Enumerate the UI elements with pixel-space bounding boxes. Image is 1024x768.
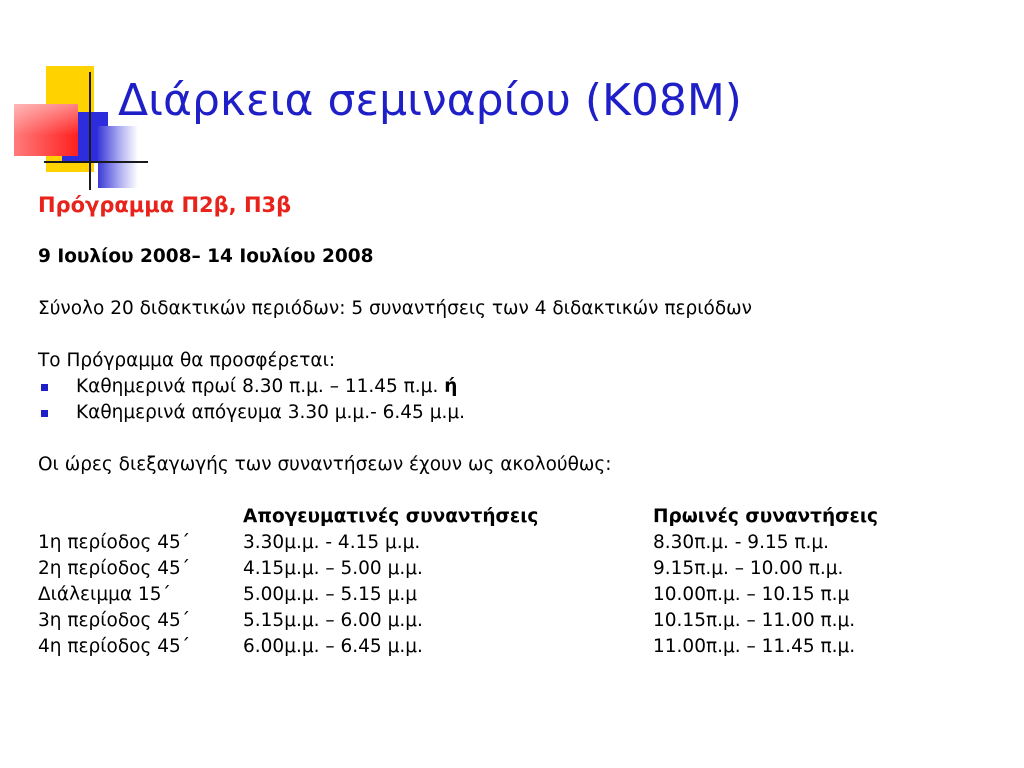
morning-time: 8.30π.μ. - 9.15 π.μ.: [653, 532, 830, 553]
afternoon-time: 5.00μ.μ. – 5.15 μ.μ: [243, 584, 417, 605]
afternoon-time: 6.00μ.μ. – 6.45 μ.μ.: [243, 636, 423, 657]
header-afternoon: Απογευματινές συναντήσεις: [243, 506, 539, 527]
schedule-table: [38, 504, 998, 660]
table-row: [38, 608, 998, 634]
bullet-text: Καθημερινά απόγευμα 3.30 μ.μ.- 6.45 μ.μ.: [76, 402, 466, 423]
period-label: Διάλειμμα 15΄: [38, 584, 171, 605]
square-bullet-icon: [41, 384, 48, 391]
afternoon-time: 3.30μ.μ. - 4.15 μ.μ.: [243, 532, 421, 553]
blue-fade-square: [98, 126, 138, 188]
offered-label: Το Πρόγραμμα θα προσφέρεται:: [38, 350, 336, 371]
header-morning: Πρωινές συναντήσεις: [653, 506, 878, 527]
list-item: [38, 374, 998, 400]
bullet-text: Καθημερινά πρωί 8.30 π.μ. – 11.45 π.μ.: [76, 376, 445, 397]
vertical-line: [89, 72, 91, 190]
schedule-header-row: [38, 504, 998, 530]
period-label: 3η περίοδος 45΄: [38, 610, 191, 631]
table-row: [38, 582, 998, 608]
hours-intro: Οι ώρες διεξαγωγής των συναντήσεων έχουν ως ακολούθως:: [38, 454, 612, 475]
program-subtitle: Πρόγραμμα Π2β, Π3β: [38, 193, 292, 217]
slide-content: [38, 192, 998, 660]
horizontal-line: [44, 161, 148, 163]
table-row: [38, 556, 998, 582]
slide-title: Διάρκεια σεμιναρίου (Κ08Μ): [118, 75, 742, 126]
bullet-list: [38, 374, 998, 426]
bullet-or-word: ή: [444, 376, 458, 397]
period-label: 2η περίοδος 45΄: [38, 558, 191, 579]
morning-time: 10.15π.μ. – 11.00 π.μ.: [653, 610, 856, 631]
afternoon-time: 5.15μ.μ. – 6.00 μ.μ.: [243, 610, 423, 631]
table-row: [38, 530, 998, 556]
total-periods: Σύνολο 20 διδακτικών περιόδων: 5 συναντήσεις των 4 διδακτικών περιόδων: [38, 298, 752, 319]
square-bullet-icon: [41, 410, 48, 417]
list-item: [38, 400, 998, 426]
red-square-highlight: [14, 104, 78, 156]
morning-time: 10.00π.μ. – 10.15 π.μ: [653, 584, 850, 605]
date-range: 9 Ιουλίου 2008– 14 Ιουλίου 2008: [38, 246, 374, 267]
period-label: 4η περίοδος 45΄: [38, 636, 191, 657]
table-row: [38, 634, 998, 660]
afternoon-time: 4.15μ.μ. – 5.00 μ.μ.: [243, 558, 423, 579]
morning-time: 11.00π.μ. – 11.45 π.μ.: [653, 636, 856, 657]
morning-time: 9.15π.μ. – 10.00 π.μ.: [653, 558, 844, 579]
period-label: 1η περίοδος 45΄: [38, 532, 191, 553]
